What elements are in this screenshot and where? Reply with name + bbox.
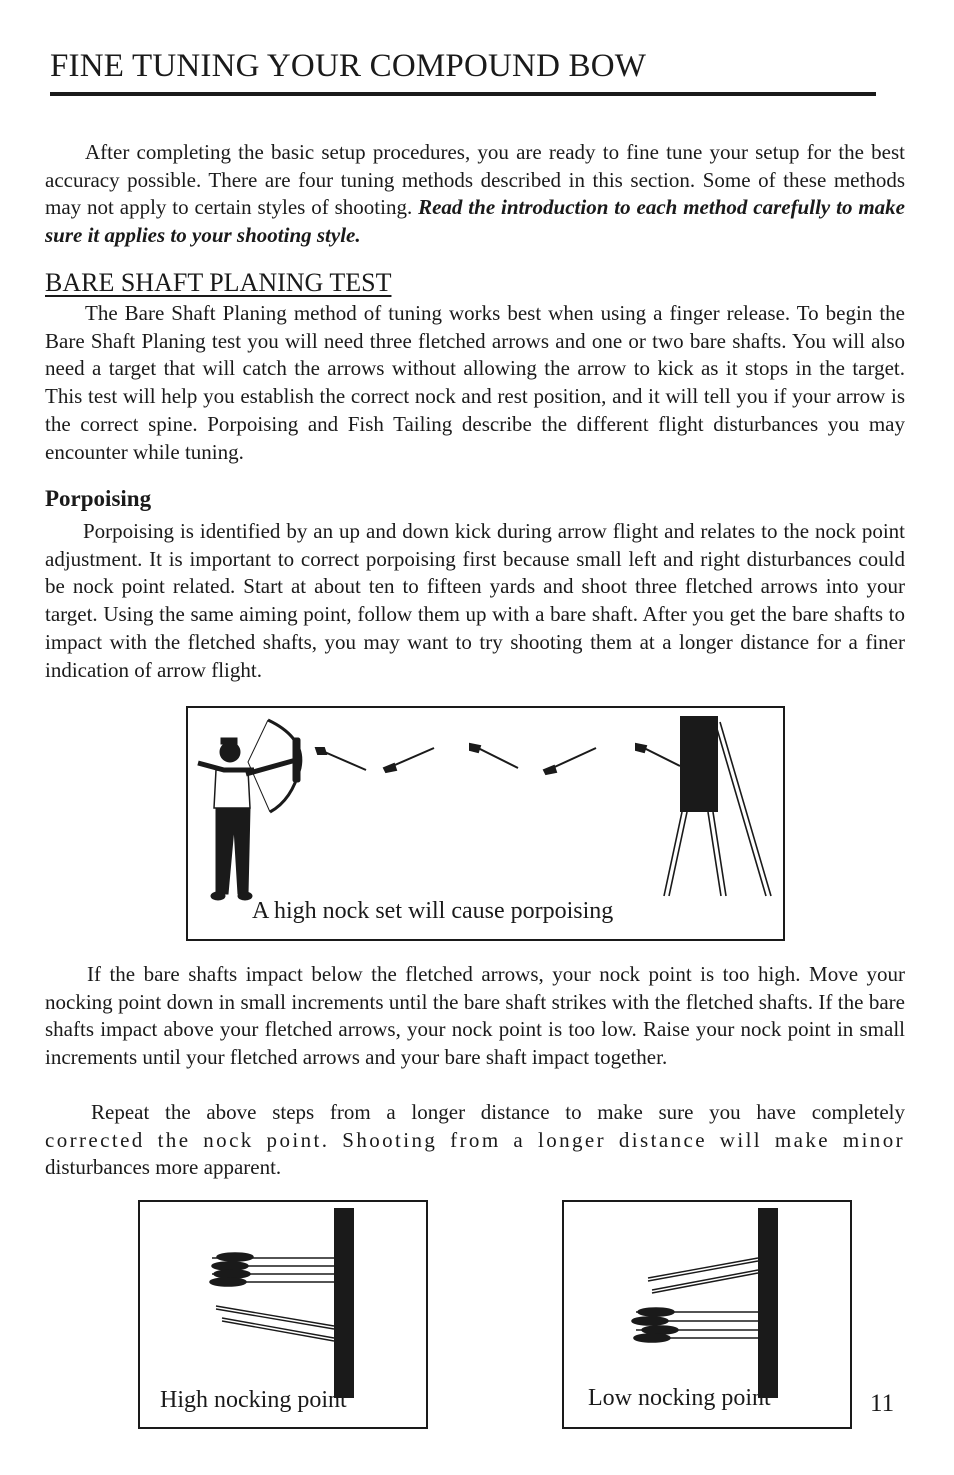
nock-adjust-text: If the bare shafts impact below the fletched arrows, your nock point is too high. Move your nocking point down in small increments until the bare shaft strikes with the fletched shafts. If the bare shafts impact above your fletched arrows, your nock point is too low. Raise your nock point in small increments until your fletched arrows and your bare shaft impact together. <box>45 962 905 1070</box>
archer-cap <box>221 738 237 744</box>
flight-arrow-1-fletch <box>316 748 326 754</box>
flight-arrow-4-fletch <box>544 766 556 774</box>
porpoising-text: Porpoising is identified by an up and down kick during arrow flight and relates to the nock point adjustment. It is important to correct porpoising first because small left and right disturbances could be nock point related. Start at about ten to fifteen yards and shoot three fletched arrows into your target. Using the same aiming point, follow them up with a bare shaft. After you get the bare shafts to impact with the fletched shafts, you may want to try shooting them at a longer distance for a finer indication of arrow flight. <box>45 519 905 682</box>
bare-shaft-text: The Bare Shaft Planing method of tuning works best when using a finger release. To begin the Bare Shaft Planing test you will need three fletched arrows and one or two bare shafts. You will also need a target that will catch the arrows without allowing the arrow to kick as it stops in the target. This test will help you establish the correct nock and rest position, and it will tell you if your arrow is the correct spine. Porpoising and Fish Tailing describe the different flight disturbances you may encounter while tuning. <box>45 301 905 464</box>
repeat-line-3: disturbances more apparent. <box>45 1155 282 1180</box>
flight-arrow-5-fletch <box>636 744 646 752</box>
intro-text: After completing the basic setup procedures, you are ready to fine tune your setup for the best accuracy possible. There are four tuning methods described in this section. Some of these methods may not apply to certain styles of shooting. <box>45 140 905 220</box>
bare-shaft-heading: BARE SHAFT PLANING TEST <box>45 268 392 297</box>
nock-adjust-paragraph <box>45 961 905 1072</box>
porpoising-figure <box>186 706 785 941</box>
page-number: 11 <box>870 1390 895 1417</box>
target-block <box>680 716 718 812</box>
low-fletched-arrows <box>632 1308 758 1342</box>
page-title: FINE TUNING YOUR COMPOUND BOW <box>50 48 647 84</box>
high-fletched-arrows <box>210 1253 334 1286</box>
high-target-block <box>334 1208 354 1398</box>
high-nocking-figure <box>138 1200 428 1429</box>
repeat-paragraph <box>45 1099 905 1182</box>
flying-arrows <box>316 744 680 774</box>
high-nocking-caption: High nocking point <box>160 1387 347 1413</box>
bow-riser <box>293 738 300 782</box>
archer-draw-arm <box>198 763 254 770</box>
archer-right-shoe <box>238 892 252 900</box>
archer-illustration <box>198 720 301 900</box>
bare-shaft-paragraph <box>45 300 905 466</box>
low-bare-shafts <box>648 1258 758 1293</box>
repeat-line-1: Repeat the above steps from a longer distance to make sure you have completely <box>91 1100 905 1124</box>
porpoising-paragraph <box>45 518 905 684</box>
intro-paragraph <box>45 139 905 250</box>
low-nocking-caption: Low nocking point <box>588 1385 771 1411</box>
flight-arrow-2-fletch <box>384 764 396 772</box>
flight-arrow-3 <box>474 746 518 768</box>
low-nocking-figure <box>562 1200 852 1429</box>
high-bare-shafts <box>216 1306 334 1341</box>
title-rule <box>50 92 876 96</box>
archer-shirt <box>214 770 250 808</box>
low-target-block <box>758 1208 778 1398</box>
porpoising-heading: Porpoising <box>45 486 152 511</box>
archer-left-shoe <box>211 892 225 900</box>
flight-arrow-3-fletch <box>470 744 480 752</box>
repeat-line-2: corrected the nock point. Shooting from a longer distance will make minor <box>45 1127 905 1152</box>
archer-head <box>220 742 240 762</box>
porpoising-caption: A high nock set will cause porpoising <box>252 898 614 924</box>
archer-legs <box>216 808 250 894</box>
flight-arrow-1 <box>320 750 366 770</box>
intro-emphasis: Read the introduction to each method carefully to make sure it applies to your shooting style. <box>45 195 905 248</box>
